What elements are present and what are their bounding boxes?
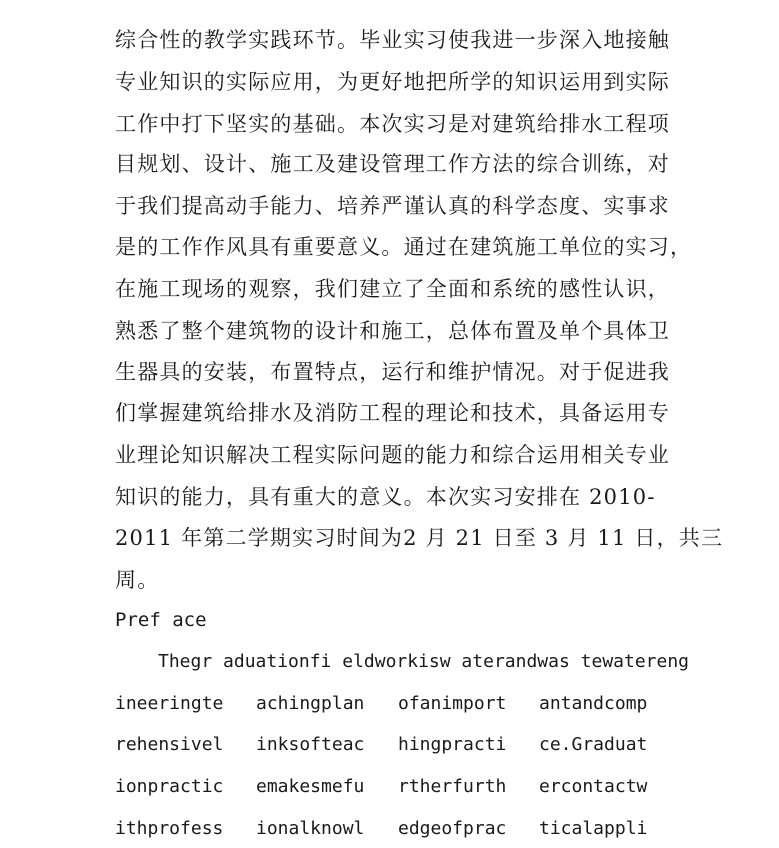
english-segment: ionalknowl	[256, 818, 365, 839]
paragraph-line: 目规划、设计、施工及建设管理工作方法的综合训练，对	[115, 152, 670, 176]
english-segment: emakesmefu	[256, 776, 365, 797]
paragraph-line: 业理论知识解决工程实际问题的能力和综合运用相关专业	[115, 443, 670, 467]
english-paragraph-first-line: Thegr aduationfi eldworkisw aterandwas tewatereng	[158, 651, 690, 672]
english-paragraph-line	[115, 692, 675, 716]
paragraph-line: 知识的能力，具有重大的意义。本次实习安排在 2010-	[115, 485, 656, 509]
english-segment: ercontactw	[539, 776, 648, 797]
english-segment: rehensivel	[115, 734, 224, 755]
paragraph-line: 专业知识的实际应用，为更好地把所学的知识运用到实际	[115, 70, 670, 94]
english-segment: edgeofprac	[398, 818, 507, 839]
english-segment: antandcomp	[539, 693, 648, 714]
english-segment: ticalappli	[539, 818, 648, 839]
paragraph-line: 们掌握建筑给排水及消防工程的理论和技术，具备运用专	[115, 401, 670, 425]
paragraph-line: 熟悉了整个建筑物的设计和施工，总体布置及单个具体卫	[115, 319, 670, 343]
english-segment: achingplan	[256, 693, 365, 714]
paragraph-line: 是的工作作风具有重要意义。通过在建筑施工单位的实习，	[115, 235, 693, 259]
english-paragraph-line	[115, 775, 675, 799]
english-segment: ce.Graduat	[539, 734, 648, 755]
paragraph-line: 于我们提高动手能力、培养严谨认真的科学态度、实事求	[115, 194, 670, 218]
english-segment: ithprofess	[115, 818, 224, 839]
paragraph-line: 工作中打下坚实的基础。本次实习是对建筑给排水工程项	[115, 112, 670, 136]
english-segment: inksofteac	[256, 734, 365, 755]
english-segment: ionpractic	[115, 776, 224, 797]
english-segment: rtherfurth	[398, 776, 507, 797]
english-segment: ofanimport	[398, 693, 507, 714]
paragraph-line: 综合性的教学实践环节。毕业实习使我进一步深入地接触	[115, 28, 670, 52]
paragraph-line: 2011 年第二学期实习时间为2 月 21 日至 3 月 11 日，共三	[115, 526, 724, 550]
paragraph-line: 周。	[115, 568, 160, 592]
preface-heading: Pref ace	[115, 609, 207, 631]
english-paragraph-line	[115, 733, 675, 757]
english-segment: ineeringte	[115, 693, 224, 714]
english-segment: hingpracti	[398, 734, 507, 755]
paragraph-line: 在施工现场的观察，我们建立了全面和系统的感性认识，	[115, 277, 670, 301]
english-paragraph-line	[115, 817, 675, 841]
paragraph-line: 生器具的安装，布置特点，运行和维护情况。对于促进我	[115, 360, 670, 384]
